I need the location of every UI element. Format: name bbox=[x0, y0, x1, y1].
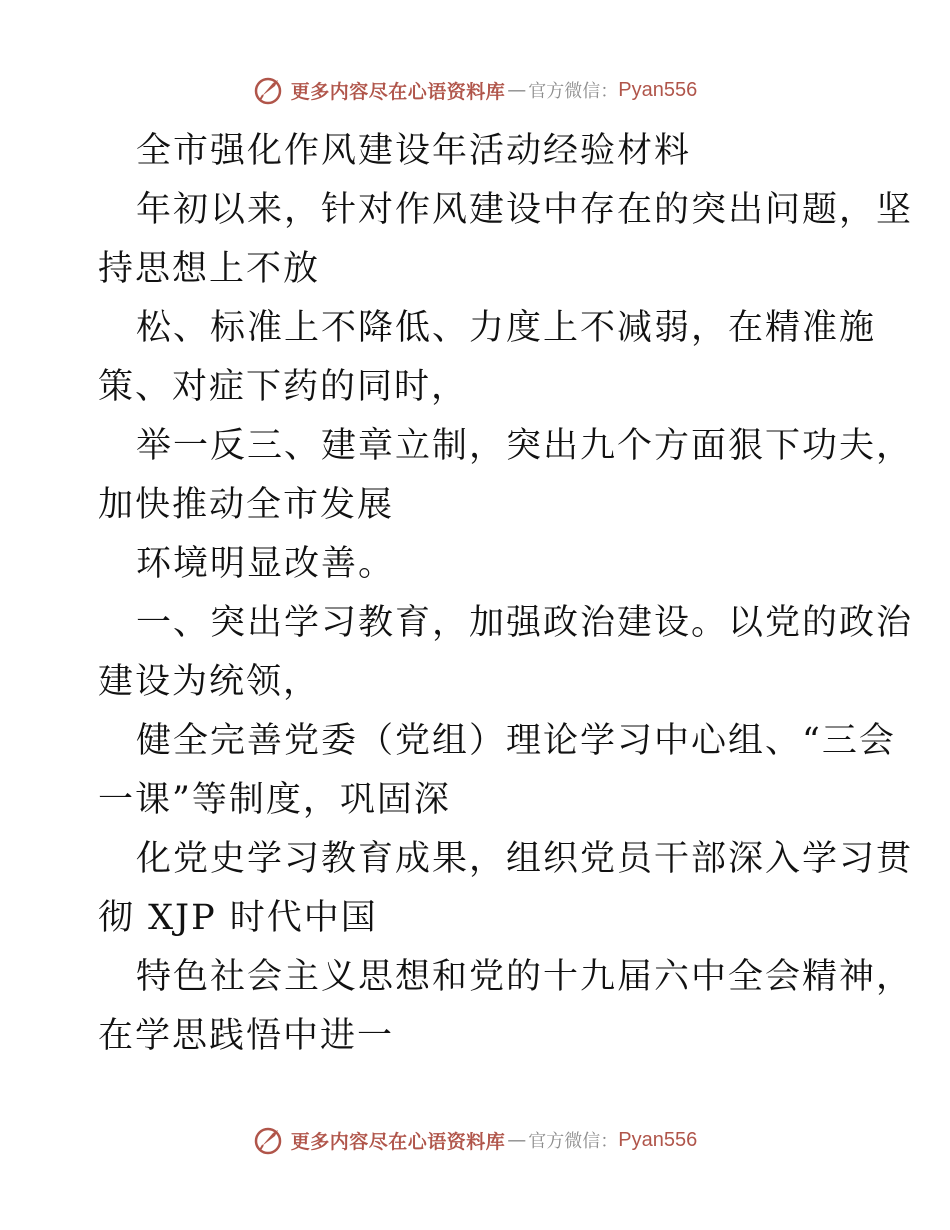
watermark-separator: — bbox=[507, 79, 527, 101]
paragraph-line: 化党史学习教育成果，组织党员干部深入学习贯 bbox=[136, 839, 914, 879]
watermark-id: Pyan556 bbox=[618, 1128, 698, 1151]
paragraph-line: 一、突出学习教育，加强政治建设。以党的政治 bbox=[136, 603, 914, 643]
document-title: 全市强化作风建设年活动经验材料 bbox=[136, 131, 692, 171]
paragraph-line: 彻 XJP 时代中国 bbox=[98, 898, 378, 938]
paragraph-line: 健全完善党委（党组）理论学习中心组、“三会 bbox=[136, 721, 896, 761]
watermark-label: 官方微信： bbox=[528, 1131, 619, 1152]
paragraph-line: 松、标准上不降低、力度上不减弱，在精准施 bbox=[136, 308, 877, 348]
paragraph-line: 持思想上不放 bbox=[98, 249, 321, 289]
paragraph-line: 在学思践悟中进一 bbox=[98, 1016, 395, 1056]
watermark-id: Pyan556 bbox=[618, 78, 698, 101]
paragraph-line: 举一反三、建章立制，突出九个方面狠下功夫， bbox=[136, 426, 914, 466]
paragraph-line: 年初以来，针对作风建设中存在的突出问题，坚 bbox=[136, 190, 914, 230]
paragraph-line: 一课”等制度，巩固深 bbox=[98, 780, 451, 820]
quill-pen-logo-icon bbox=[253, 1124, 285, 1156]
paragraph-line: 加快推动全市发展 bbox=[98, 485, 395, 525]
quill-pen-logo-icon bbox=[253, 74, 285, 106]
paragraph-line: 建设为统领， bbox=[98, 662, 321, 702]
footer-watermark bbox=[0, 1120, 950, 1160]
header-watermark bbox=[0, 70, 950, 110]
watermark-label: 官方微信： bbox=[528, 81, 619, 102]
document-body bbox=[98, 122, 914, 1066]
paragraph-line: 特色社会主义思想和党的十九届六中全会精神， bbox=[136, 957, 914, 997]
paragraph-line: 环境明显改善。 bbox=[136, 544, 396, 584]
watermark-separator: — bbox=[507, 1129, 527, 1151]
paragraph-line: 策、对症下药的同时， bbox=[98, 367, 469, 407]
watermark-text: 更多内容尽在心语资料库 bbox=[290, 1130, 506, 1153]
watermark-text: 更多内容尽在心语资料库 bbox=[290, 80, 506, 103]
